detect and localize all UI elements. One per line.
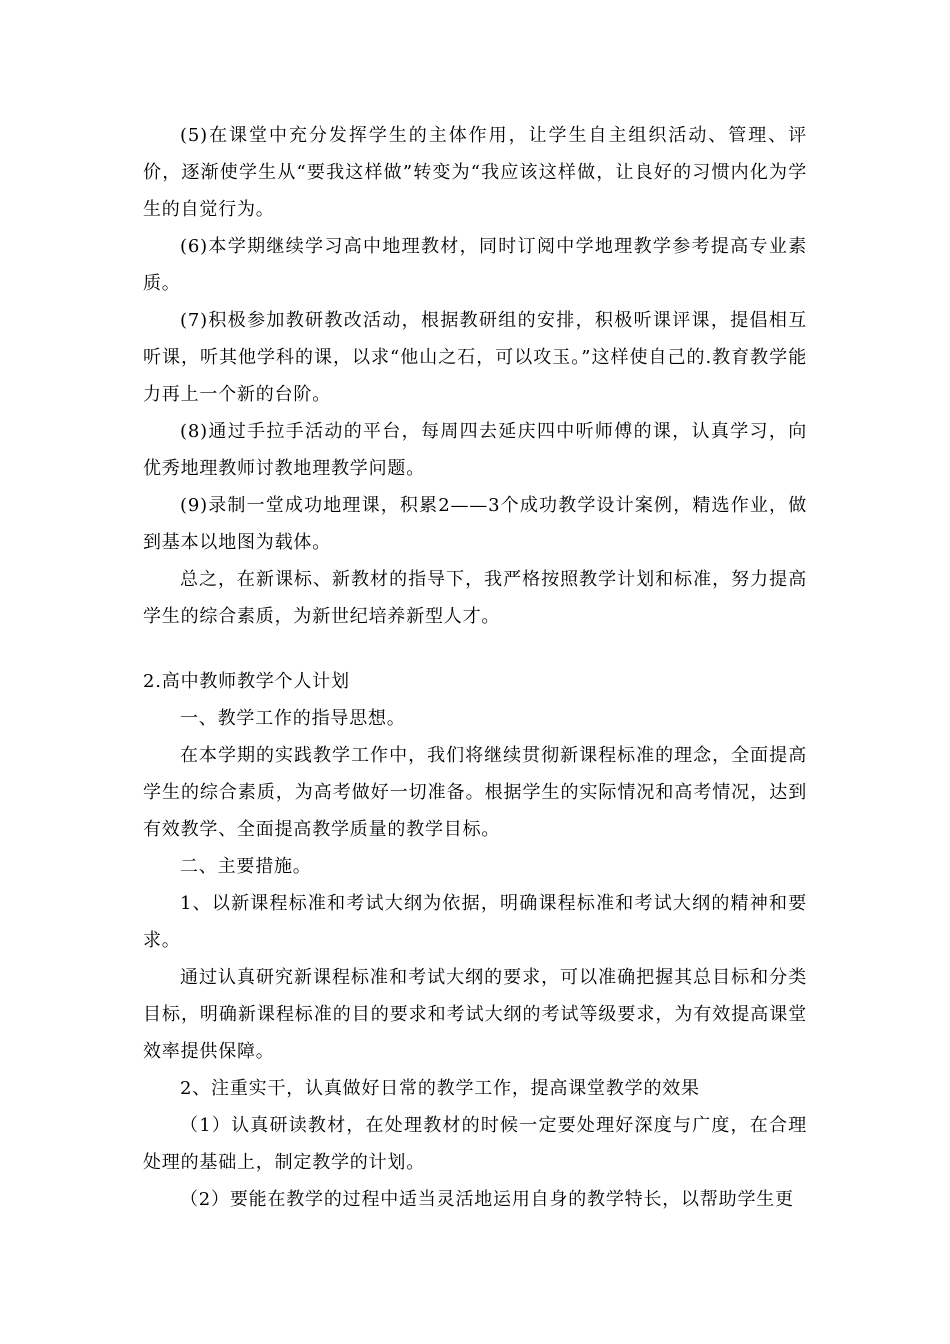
paragraph-item-7: (7)积极参加教研教改活动，根据教研组的安排，积极听课评课，提倡相互听课，听其他学科的课，以求“他山之石，可以攻玉。”这样使自己的.教育教学能力再上一个新的台阶。 <box>143 310 807 405</box>
section-title: 2.高中教师教学个人计划 <box>143 671 350 692</box>
paragraph-measure-2-item-1: （1）认真研读教材，在处理教材的时候一定要处理好深度与广度，在合理处理的基础上，制定教学的计划。 <box>143 1115 807 1173</box>
paragraph-summary: 总之，在新课标、新教材的指导下，我严格按照教学计划和标准，努力提高学生的综合素质，为新世纪培养新型人才。 <box>143 569 807 627</box>
paragraph-measure-2-item-2: （2）要能在教学的过程中适当灵活地运用自身的教学特长，以帮助学生更 <box>180 1189 794 1210</box>
subheading-main-measures: 二、主要措施。 <box>180 856 312 877</box>
subheading-guiding-thought: 一、教学工作的指导思想。 <box>180 708 406 729</box>
paragraph-item-5: (5)在课堂中充分发挥学生的主体作用，让学生自主组织活动、管理、评价，逐渐使学生从“要我这样做”转变为“我应该这样做，让良好的习惯内化为学生的自觉行为。 <box>143 125 807 220</box>
paragraph-measure-2: 2、注重实干，认真做好日常的教学工作，提高课堂教学的效果 <box>180 1078 700 1099</box>
paragraph-item-6: (6)本学期继续学习高中地理教材，同时订阅中学地理教学参考提高专业素质。 <box>143 236 807 294</box>
paragraph-item-9: (9)录制一堂成功地理课，积累2——3个成功教学设计案例，精选作业，做到基本以地图为载体。 <box>143 495 807 553</box>
section-gap <box>143 635 807 663</box>
paragraph-measure-1: 1、以新课程标准和考试大纲为依据，明确课程标准和考试大纲的精神和要求。 <box>143 893 807 951</box>
paragraph-guiding-thought: 在本学期的实践教学工作中，我们将继续贯彻新课程标准的理念，全面提高学生的综合素质，为高考做好一切准备。根据学生的实际情况和高考情况，达到有效教学、全面提高教学质量的教学目标。 <box>143 745 807 840</box>
paragraph-measure-1-detail: 通过认真研究新课程标准和考试大纲的要求，可以准确把握其总目标和分类目标，明确新课程标准的目的要求和考试大纲的考试等级要求，为有效提高课堂效率提供保障。 <box>143 967 807 1062</box>
document-body <box>143 117 807 1218</box>
paragraph-item-8: (8)通过手拉手活动的平台，每周四去延庆四中听师傅的课，认真学习，向优秀地理教师讨教地理教学问题。 <box>143 421 807 479</box>
